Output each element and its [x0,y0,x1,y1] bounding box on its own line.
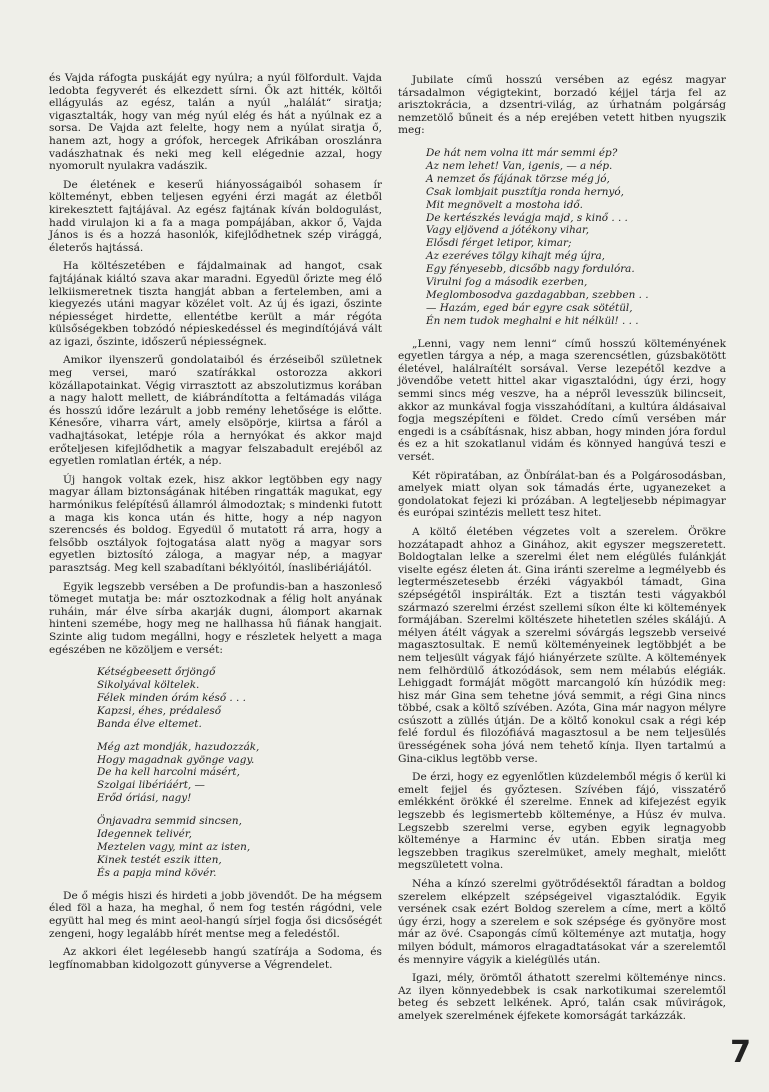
poem-line: Az ezeréves tölgy kihajt még újra, [426,250,605,263]
poem-line: A nemzet ős fájának törzse még jó, [426,172,610,185]
poem-stanza [97,815,382,880]
paragraph: De érzi, hogy ez egyenlőtlen küzdelemből mégis ő kerül ki emelt fejjel és győztesen. Szívében fájó, visszatérő emlékként örökké él szerelme. Ennek ad kifejezést egyik legszebb és legismertebb költeménye, a Húsz év mulva. Legszebb szerelmi verse, egyben egyik legnagyobb költeménye a Harminc év után. Ebben siratja meg legszebben tragikus szerelmüket, amely meghalt, mielőtt megszületett volna. [398,771,726,872]
paragraph: Új hangok voltak ezek, hisz akkor legtöbben egy nagy magyar állam biztonságának hitében ringatták magukat, egy harmónikus felépítésű államról álmodoztak; s mindenki futott a maga kis konca után és hitte, hogy a nép nagyon szerencsés és boldog. Egyedül ő mutatott rá arra, hogy a felsőbb osztályok fojtogatása alatt nyög a magyar sors egyetlen biztosító záloga, a magyar nép, a magyar parasztság. Meg kell szabadítani béklyóitól, ínaslibériájától. [49,473,382,574]
poem-line: De ha kell harcolni másért, [97,766,240,779]
poem-line: De kertészkés levágja majd, s kinő . . . [426,211,628,224]
left-column [49,72,382,977]
poem-line: És a papja mind kövér. [97,866,217,879]
poem-line: — Hazám, eged bár egyre csak sötétül, [426,301,633,314]
poem-line: Banda élve eltemet. [97,717,202,730]
poem-line: Csak lombjait pusztítja ronda hernyó, [426,185,624,198]
paragraph: és Vajda ráfogta puskáját egy nyúlra; a nyúl fölfordult. Vajda ledobta fegyverét és elkezdett sírni. Ők azt hitték, költői ellágyulás az egész, talán a nyúl „halálát“ siratja; vigasztalták, hogy van még nyúl elég és hát a nyúlnak ez a sorsa. De Vajda azt felelte, hogy nem a nyúlat siratja ő, hanem azt, hogy a grófok, hercegek Afrikában oroszlánra vadászhatnak és neki meg kell elégednie azzal, hogy nyomorult nyulakra vadászik. [49,72,382,173]
poem-line: Én nem tudok meghalni e hit nélkül! . . . [426,314,639,327]
poem-de-profundis [49,666,382,880]
poem-line: Még azt mondják, hazudozzák, [97,740,260,753]
page-number: 7 [730,1035,751,1070]
poem-line: Idegennek telivér, [97,828,192,841]
poem-line: Az nem lehet! Van, igenis, — a nép. [426,159,613,172]
poem-stanza [97,666,382,731]
poem-line: Virulni fog a második ezerben, [426,276,588,289]
paragraph: Az akkori élet legélesebb hangú szatírája a Sodoma, és legfínomabban kidolgozott gúnyverse a Végrendelet. [49,946,382,971]
paragraph: De életének e keserű hiányosságaiból sohasem ír költeményt, ebben teljesen egyéni érzi magát az életből kirekesztett fajtájával. Az egész fajtának kíván boldogulást, hadd virulajon ki a fa a maga pompájában, akkor ő, Vajda János is és a hozzá hasonlók, kifejlődhetnek szép virággá, életerős hajtássá. [49,178,382,254]
poem-line: Egy fényesebb, dicsőbb nagy fordulóra. [426,263,635,276]
poem-line: Kinek testét eszik itten, [97,853,222,866]
poem-line: Sikolyával költelek. [97,679,200,692]
paragraph: Amikor ilyenszerű gondolataiból és érzéseiből születnek meg versei, maró szatírákkal ostorozza akkori közállapotainkat. Végig virrasztott az abszolutizmus korában a nagy halott mellett, de kiábrándította a feltámadás világa és hosszú időre lezárult a jobb remény lehetősége is előtte. Kénesőre, viharra várt, amely elsöpörje, kiirtsa a fáról a vadhajtásokat, letépje róla a hernyókat és akkor majd erőteljesen kifejlődhetik a magyar felszabadult erejéből az egyetlen romlatlan érték, a nép. [49,354,382,468]
poem-line: Szolgai libériáért, — [97,779,205,792]
poem-line: Önjavadra semmid sincsen, [97,815,242,828]
paragraph: A költő életében végzetes volt a szerelem. Örökre hozzátapadt ahhoz a Ginához, akit egyszer megszeretett. Boldogtalan lelke a szerelmi élet nem elégülés fulánkját viselte egész életen át. Gina iránti szerelme a legmélyebb és legtermészetesebb érzéki vágyakból támadt, Gina szépségétől inspirálták. Ezt a tisztán testi vágyakból származó szerelmi érzést szellemi síkon élte ki költemények formájában. Szerelmi költészete hihetetlen széles skálájú. A mélyen átélt vágyak a szerelmi sóvárgás legszebb verseivé magasztosultak. E nemű költeményeinek legtöbbjét a be nem teljesült vágyak fájó hiányérzete szülte. A költemények nem felhördülő átkozódások, sem nem mélabús elégiák. Lehiggadt formáját mögött marcangoló kín húzódik meg: hisz már Gina sem tehetne jóvá semmit, a régi Gina nincs többé, csak a költő szívében. Azóta, Gina már nagyon mélyre csúszott a züllés útján. De a költő konokul csak a régi kép felé fordul és filozófiává magasztosul a be nem teljesülés ürességének soha jóvá nem tehető kínja. Ilyen tartalmú a Gina-ciklus legtöbb verse. [398,525,726,765]
poem-line: Félek minden órám késő . . . [97,691,246,704]
poem-stanza [97,741,382,806]
poem-line: Kapzsi, éhes, prédaleső [97,704,221,717]
paragraph: De ő mégis hiszi és hirdeti a jobb jövendőt. De ha mégsem éled föl a haza, ha meghal, ő nem fog testén rágódni, vele együtt hal meg és mint aeol-hangú sírjel fogja ősi dicsőségét zengeni, hogy legalább hírét mentse meg a feledéstől. [49,889,382,940]
poem-jubilate [398,147,726,328]
poem-line: Hogy magadnak gyönge vagy. [97,753,255,766]
right-column [398,74,726,1029]
paragraph: Igazi, mély, örömtől áthatott szerelmi költeménye nincs. Az ilyen könnyedebbek is csak narkotikumai szerelemtől beteg és sebzett lelkének. Apró, talán csak művirágok, amelyek szerelmének éjfekete komorságát tarkázzák. [398,972,726,1022]
paragraph: Két röpiratában, az Önbírálat-ban és a Polgárosodásban, amelyek miatt olyan sok támadás érte, ugyanezeket a gondolatokat fejezi ki prózában. A legteljesebb népimagyar és európai szintézis mellett tesz hitet. [398,469,726,520]
poem-line: De hát nem volna itt már semmi ép? [426,146,618,159]
poem-line: Meglombosodva gazdagabban, szebben . . [426,288,649,301]
paragraph: Egyik legszebb versében a De profundis-ban a haszonleső tömeget mutatja be: már osztozkodnak a félig holt anyának ruháin, már élve sírba akarják dugni, álomport akarnak hinteni szemébe, hogy meg ne hallhassa hű fiának hangjait. Szinte alig tudom megállni, hogy e részletek helyett a maga egészében ne közöljem e versét: [49,580,382,656]
paragraph: Jubilate című hosszú versében az egész magyar társadalmon végigtekint, borzadó kéjjel tárja fel az arisztokrácia, a dzsentri-világ, az úrhatnám polgárság nemzetölő bűneit és a nép erejében vetett hitben nyugszik meg: [398,74,726,137]
paragraph: „Lenni, vagy nem lenni“ című hosszú költeményének egyetlen tárgya a nép, a maga szerencsétlen, gúzsbakötött életével, halálraítélt sorsával. Verse lezepétől kezdve a jövendőbe vetett hittel akar vigasztalódni, úgy érzi, hogy semmi sincs még veszve, ha a népről levesszük bilincseit, akkor az munkával fogja visszahódítani, a kultúra áldásaival fogja megszépíteni e földet. Credo című versében már engedi is a csábításnak, hisz abban, hogy minden jóra fordul és ez a hit szokatlanul vidám és könnyed hangúvá teszi e versét. [398,337,726,463]
poem-line: Erőd óriási, nagy! [97,792,192,805]
poem-line: Kétségbeesett őrjöngő [97,666,216,679]
poem-line: Elősdi férget letipor, kimar; [426,237,572,250]
paragraph: Néha a kínzó szerelmi gyötrődésektől fáradtan a boldog szerelem elképzelt szépségeivel vigasztalódik. Egyik versének csak ezért Boldog szerelem a címe, mert a költő úgy érzi, hogy a szerelem e sok szépsége és gyönyöre most már az övé. Csapongás című költeménye azt mutatja, hogy milyen bódult, mámoros elragadtatásokat vár a szerelemtől és mennyire vágyik a kielégülés után. [398,878,726,966]
paragraph: Ha költészetében e fájdalmainak ad hangot, csak fajtájának kiáltó szava akar maradni. Egyedül őrizte meg élő lelkiismeretnek tiszta hangját abban a fertelemben, ami a kiegyezés utáni magyar közélet volt. Az új és igazi, őszinte népiességet hirdette, ellentétbe került a már régóta külsőségekben tobzódó népieskedéssel és megindítójává vált az igazi, őszinte, időszerű népiességnek. [49,260,382,348]
poem-line: Mit megnövelt a mostoha idő. [426,198,583,211]
poem-stanza [426,147,726,328]
poem-line: Vagy eljövend a jótékony vihar, [426,224,590,237]
poem-line: Meztelen vagy, mint az isten, [97,841,251,853]
